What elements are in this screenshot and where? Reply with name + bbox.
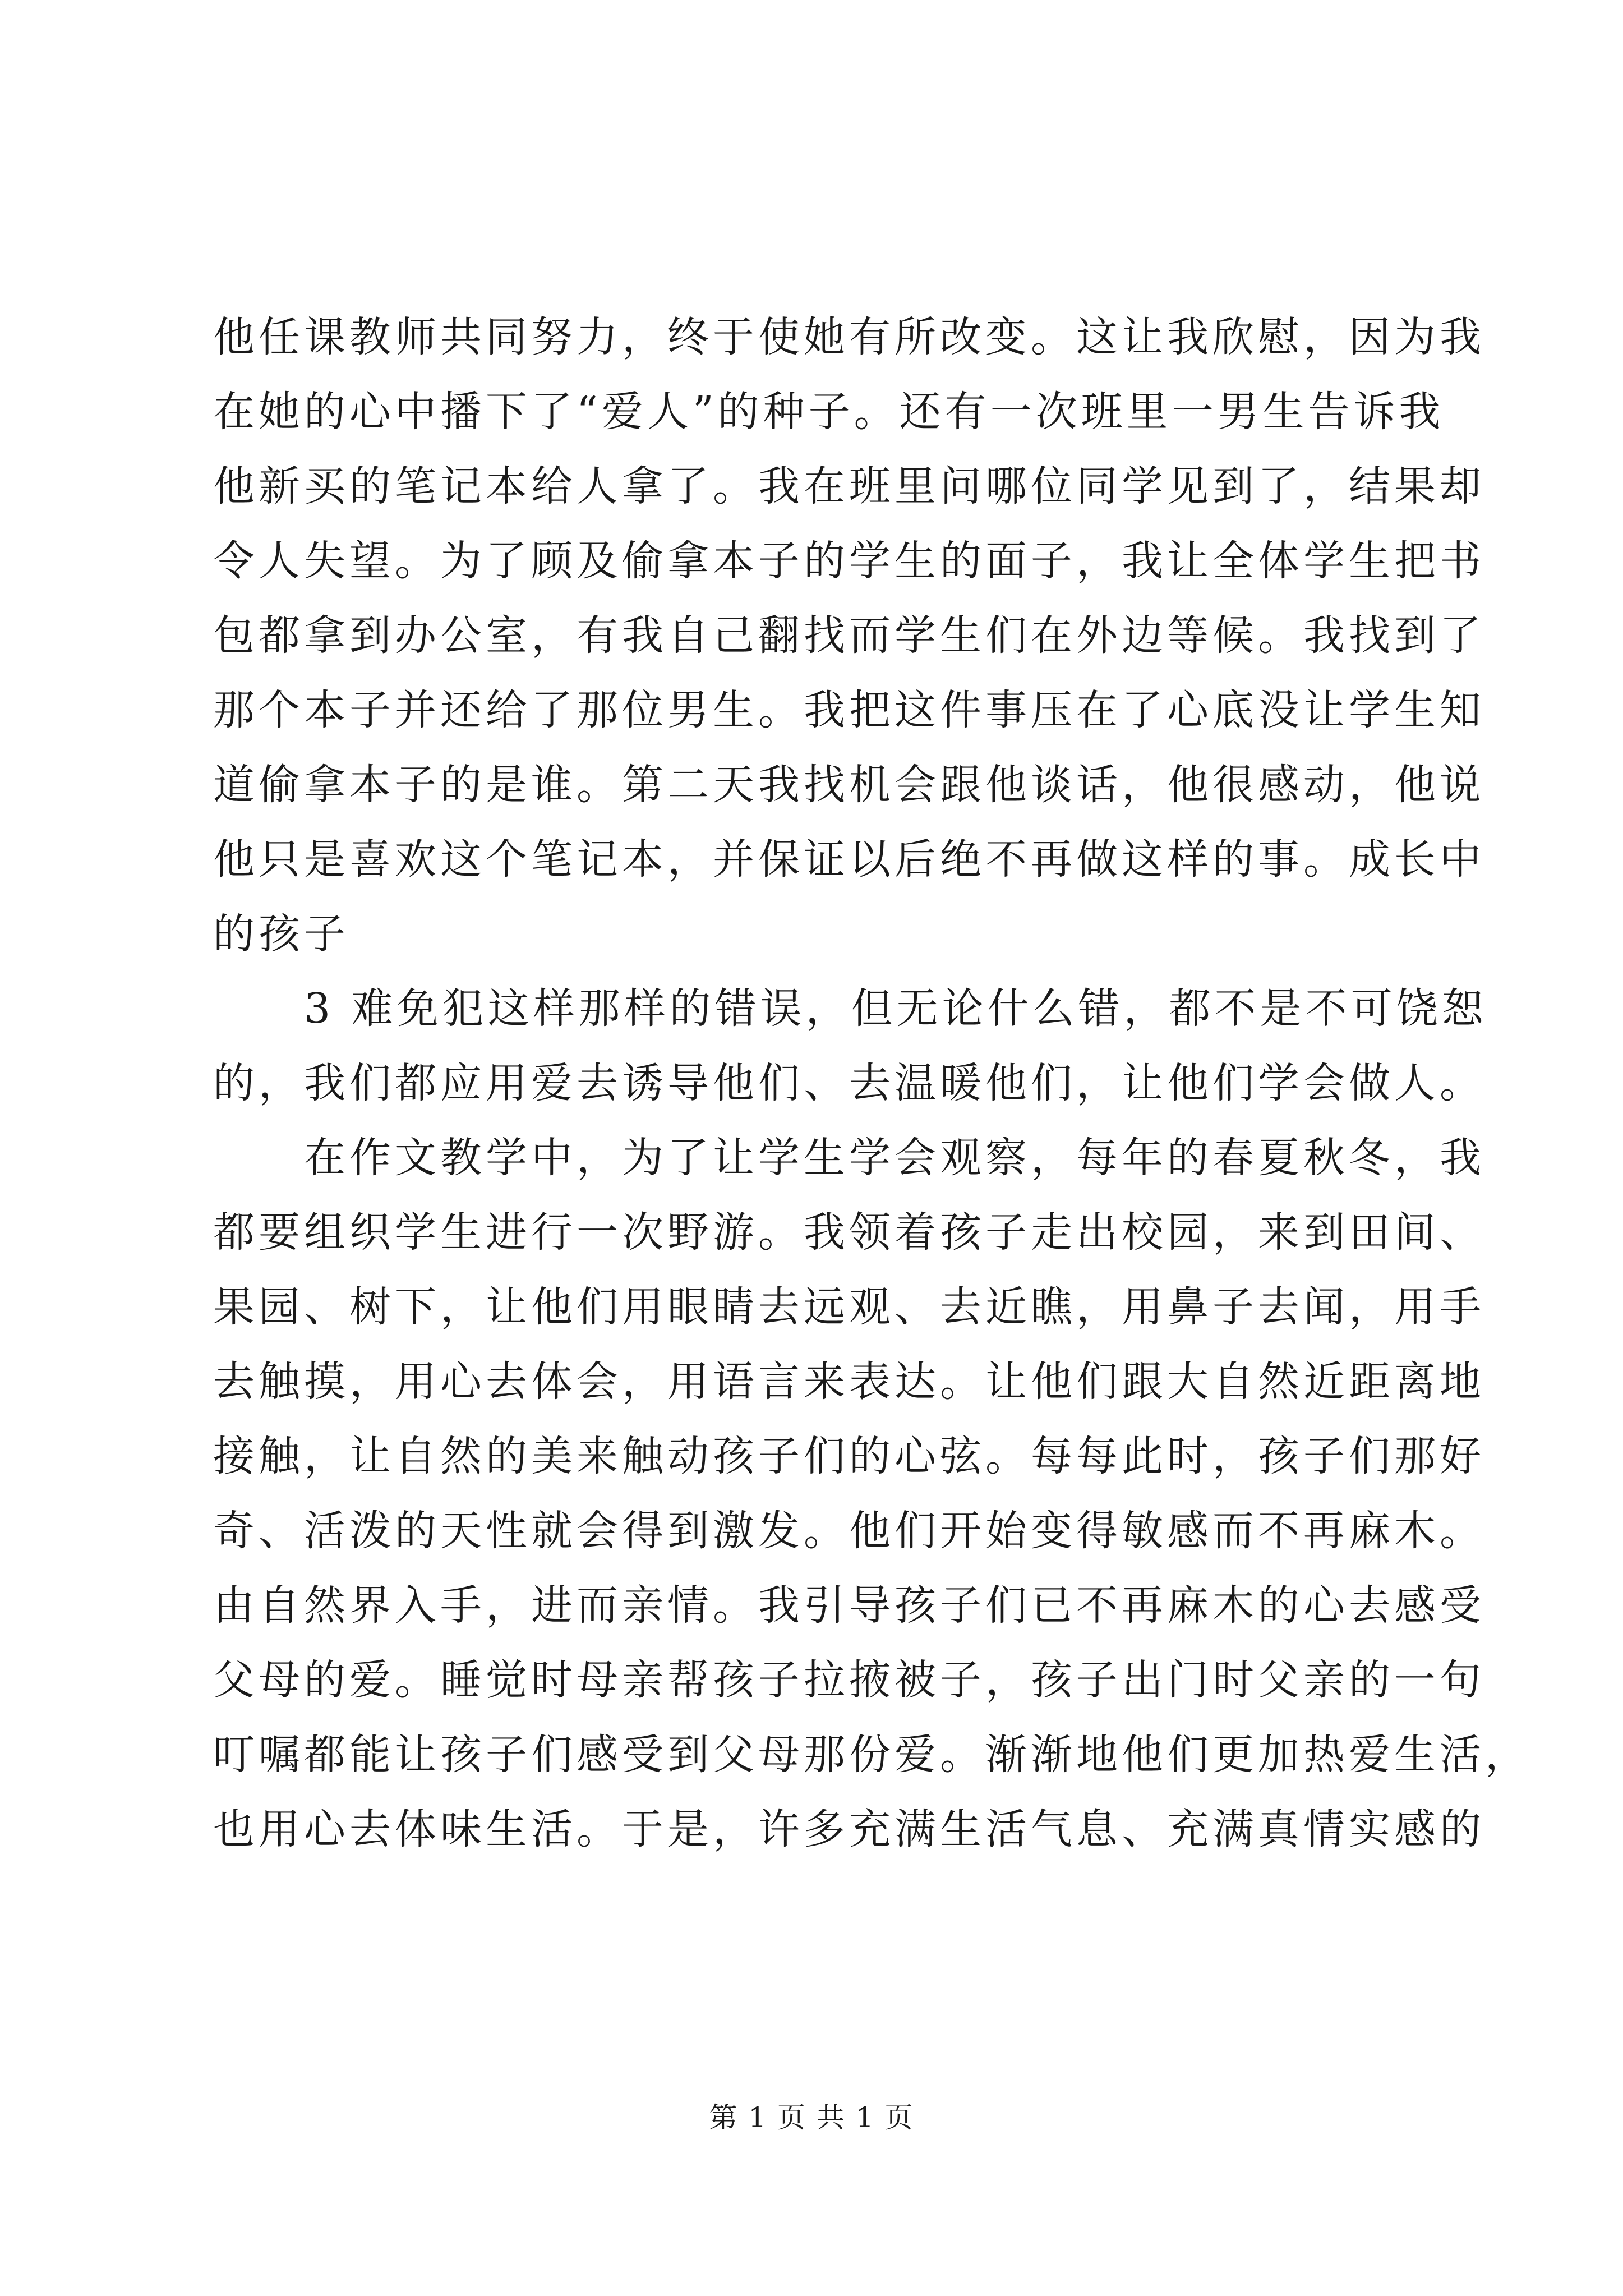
paragraph-start-line: 在作文教学中，为了让学生学会观察，每年的春夏秋冬，我: [304, 1134, 1485, 1182]
text-line: 的孩子: [213, 910, 349, 958]
text-line: 那个本子并还给了那位男生。我把这件事压在了心底没让学生知: [213, 686, 1485, 734]
text-line: 他任课教师共同努力，终于使她有所改变。这让我欣慰，因为我: [213, 313, 1485, 361]
text-line: 接触，让自然的美来触动孩子们的心弦。每每此时，孩子们那好: [213, 1432, 1485, 1480]
paragraph-start-line: 3 难免犯这样那样的错误，但无论什么错，都不是不可饶恕: [304, 984, 1487, 1033]
text-line: 令人失望。为了顾及偷拿本子的学生的面子，我让全体学生把书: [213, 537, 1485, 585]
text-line: 在她的心中播下了“爱人”的种子。还有一次班里一男生告诉我: [213, 388, 1445, 436]
text-line: 道偷拿本子的是谁。第二天我找机会跟他谈话，他很感动，他说: [213, 761, 1485, 809]
text-line: 都要组织学生进行一次野游。我领着孩子走出校园，来到田间、: [213, 1208, 1485, 1257]
text-line: 他新买的笔记本给人拿了。我在班里问哪位同学见到了，结果却: [213, 462, 1485, 510]
text-line: 由自然界入手，进而亲情。我引导孩子们已不再麻木的心去感受: [213, 1581, 1485, 1630]
text-line: 奇、活泼的天性就会得到激发。他们开始变得敏感而不再麻木。: [213, 1507, 1485, 1555]
page-footer: 第 1 页 共 1 页: [709, 2101, 914, 2134]
text-line: 果园、树下，让他们用眼睛去远观、去近瞧，用鼻子去闻，用手: [213, 1283, 1485, 1331]
text-line: 叮嘱都能让孩子们感受到父母那份爱。渐渐地他们更加热爱生活，: [213, 1731, 1530, 1779]
text-line: 也用心去体味生活。于是，许多充满生活气息、充满真情实感的: [213, 1805, 1485, 1853]
text-line: 父母的爱。睡觉时母亲帮孩子拉掖被子，孩子出门时父亲的一句: [213, 1656, 1485, 1704]
text-line: 去触摸，用心去体会，用语言来表达。让他们跟大自然近距离地: [213, 1358, 1485, 1406]
body-text: [213, 300, 1530, 1867]
text-line: 他只是喜欢这个笔记本，并保证以后绝不再做这样的事。成长中: [213, 835, 1485, 884]
text-line: 的，我们都应用爱去诱导他们、去温暖他们，让他们学会做人。: [213, 1059, 1485, 1107]
text-line: 包都拿到办公室，有我自己翻找而学生们在外边等候。我找到了: [213, 611, 1485, 660]
